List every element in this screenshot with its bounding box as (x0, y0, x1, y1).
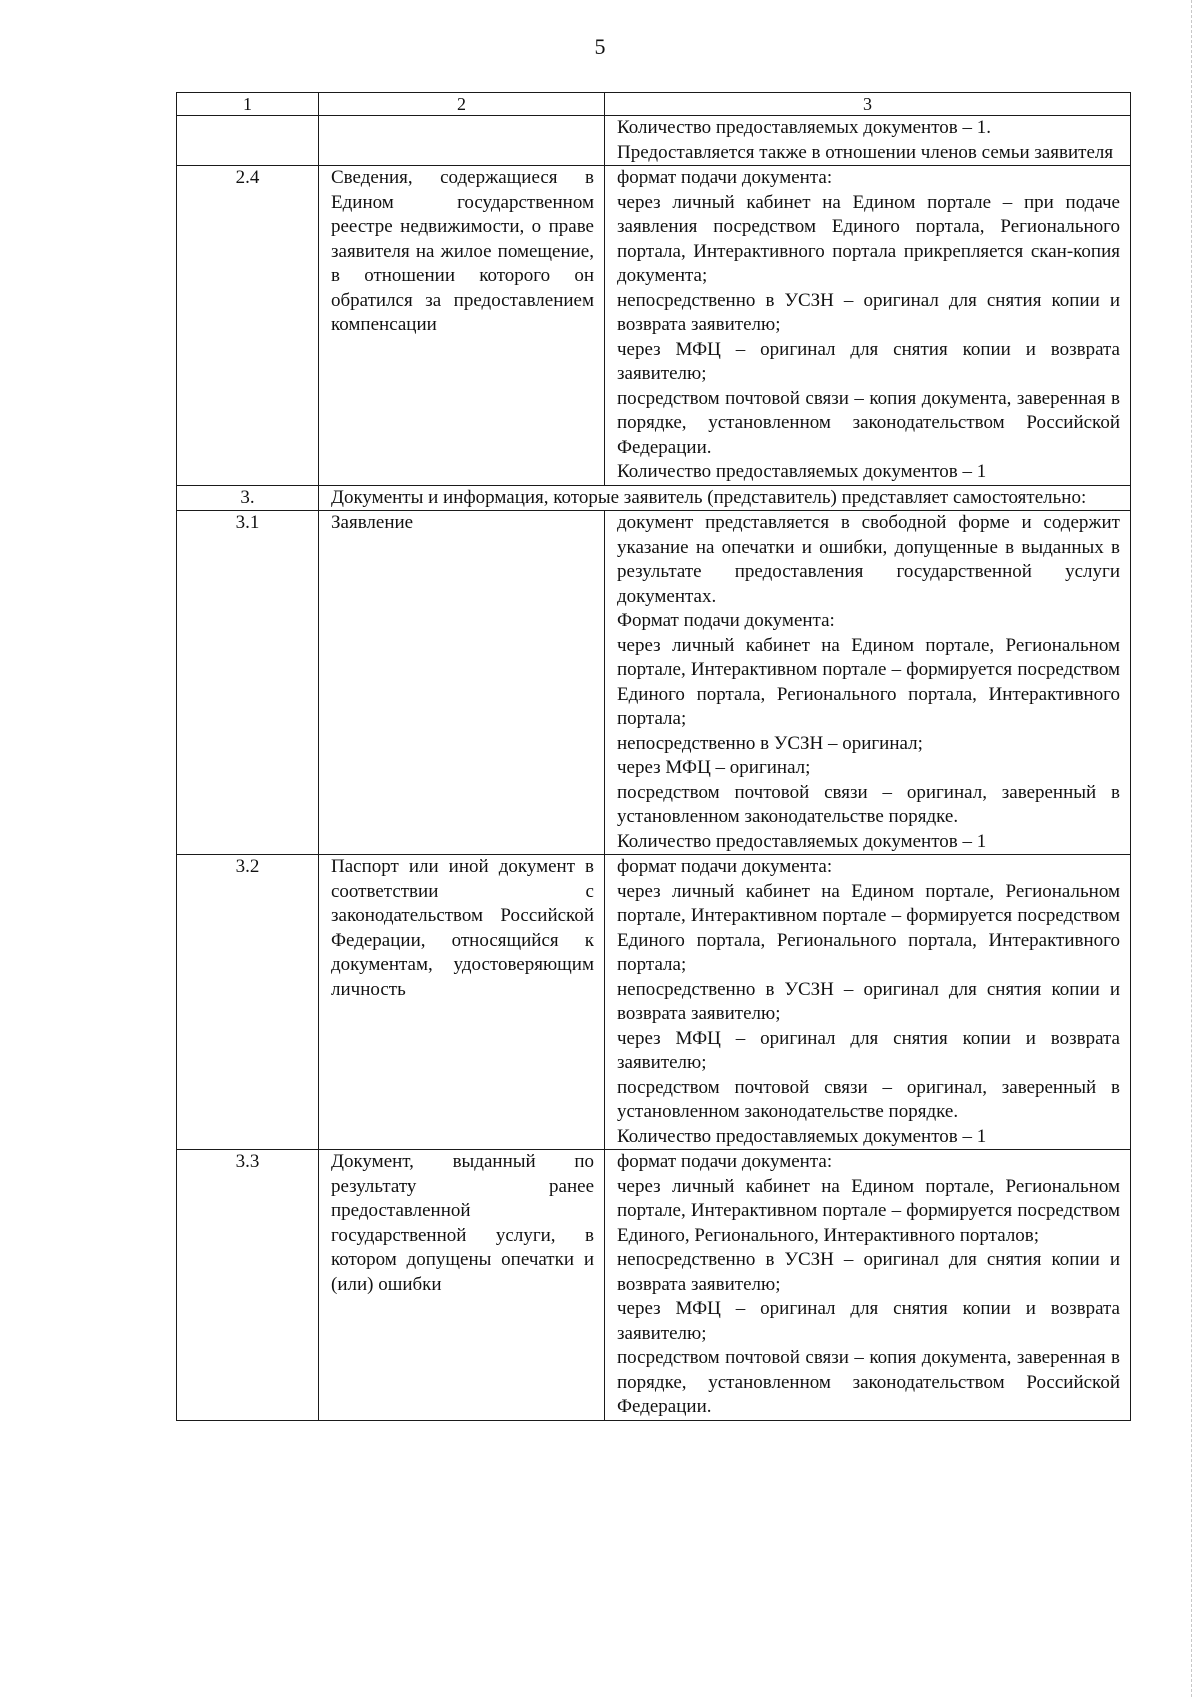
page-number: 5 (594, 34, 606, 59)
submission-format-line: посредством почтовой связи – копия документа, заверенная в порядке, установленном законодательством Российской Федерации. (617, 387, 1120, 458)
submission-format-cell (605, 511, 1131, 855)
submission-format-line: непосредственно в УСЗН – оригинал для снятия копии и возврата заявителю; (617, 289, 1120, 335)
submission-format-line: через личный кабинет на Едином портале, Региональном портале, Интерактивном портале – формируется посредством Единого портала, Регионального портала, Интерактивного портала; (617, 634, 1120, 729)
submission-format-cell (605, 1150, 1131, 1421)
submission-format-cell (605, 116, 1131, 166)
submission-format-line: формат подачи документа: (617, 1151, 833, 1172)
row-number: 3.2 (177, 855, 319, 1150)
submission-format-line: непосредственно в УСЗН – оригинал для снятия копии и возврата заявителю; (617, 1249, 1120, 1295)
submission-format-line: Количество предоставляемых документов – 1 (617, 830, 987, 852)
document-name-cell (319, 1150, 605, 1421)
document-name: Паспорт или иной документ в соответствии с законодательством Российской Федерации, относящийся к документам, удостоверяющим личность (331, 856, 594, 1000)
document-name-cell (319, 855, 605, 1150)
table-row (177, 166, 1131, 486)
submission-format-line: через МФЦ – оригинал; (617, 757, 811, 778)
submission-format-cell (605, 166, 1131, 486)
table-row (177, 116, 1131, 166)
documents-table (176, 92, 1131, 1421)
row-number: 2.4 (177, 166, 319, 486)
submission-format-line: через МФЦ – оригинал для снятия копии и возврата заявителю; (617, 338, 1120, 384)
document-name: Заявление (331, 512, 414, 533)
document-name: Сведения, содержащиеся в Едином государственном реестре недвижимости, о праве заявителя на жилое помещение, в отношении которого он обратился за предоставлением компенсации (331, 167, 594, 335)
document-name-cell (319, 166, 605, 486)
submission-format-line: Количество предоставляемых документов – 1. (617, 117, 991, 138)
row-number: 3.1 (177, 511, 319, 855)
submission-format-line: непосредственно в УСЗН – оригинал для снятия копии и возврата заявителю; (617, 978, 1120, 1024)
row-number: 3. (177, 485, 319, 511)
submission-format-cell (605, 855, 1131, 1150)
submission-format-line: непосредственно в УСЗН – оригинал; (617, 732, 923, 754)
table-row (177, 485, 1131, 511)
column-header-1: 1 (177, 93, 319, 116)
submission-format-line: Количество предоставляемых документов – 1 (617, 461, 987, 482)
table-header-row (177, 93, 1131, 116)
submission-format-line: через МФЦ – оригинал для снятия копии и возврата заявителю; (617, 1027, 1120, 1073)
submission-format-line: посредством почтовой связи – оригинал, заверенный в установленном законодательстве порядке. (617, 781, 1120, 827)
submission-format-line: через МФЦ – оригинал для снятия копии и возврата заявителю; (617, 1298, 1120, 1344)
submission-format-line: документ представляется в свободной форме и содержит указание на опечатки и ошибки, допущенные в выданных в результате предоставления государственной услуги документах. (617, 512, 1120, 607)
table-row (177, 855, 1131, 1150)
row-number (177, 116, 319, 166)
column-header-3: 3 (605, 93, 1131, 116)
submission-format-line: посредством почтовой связи – оригинал, заверенный в установленном законодательстве порядке. (617, 1076, 1120, 1122)
table-row (177, 511, 1131, 855)
document-name: Документ, выданный по результату ранее предоставленной государственной услуги, в котором допущены опечатки и (или) ошибки (331, 1151, 594, 1295)
table-body (177, 116, 1131, 1421)
submission-format-line: посредством почтовой связи – копия документа, заверенная в порядке, установленном законодательством Российской Федерации. (617, 1347, 1120, 1417)
row-number: 3.3 (177, 1150, 319, 1421)
column-header-2: 2 (319, 93, 605, 116)
submission-format-line: Формат подачи документа: (617, 610, 835, 631)
submission-format-line: Предоставляется также в отношении членов семьи заявителя (617, 141, 1114, 163)
submission-format-line: Количество предоставляемых документов – 1 (617, 1125, 987, 1147)
submission-format-line: через личный кабинет на Едином портале, Региональном портале, Интерактивном портале – формируется посредством Единого, Регионального, Интерактивного порталов; (617, 1175, 1120, 1246)
submission-format-line: через личный кабинет на Едином портале – при подаче заявления посредством Единого портала, Регионального портала, Интерактивного портала прикрепляется скан-копия документа; (617, 191, 1120, 286)
table-row (177, 1150, 1131, 1421)
document-name-cell (319, 511, 605, 855)
submission-format-line: формат подачи документа: (617, 856, 833, 877)
scan-edge-marks (1187, 0, 1192, 1697)
submission-format-line: формат подачи документа: (617, 167, 833, 188)
document-name-cell (319, 116, 605, 166)
submission-format-line: через личный кабинет на Едином портале, Региональном портале, Интерактивном портале – формируется посредством Единого портала, Регионального портала, Интерактивного портала; (617, 880, 1120, 975)
section-heading: Документы и информация, которые заявитель (представитель) представляет самостоятельно: (319, 485, 1131, 511)
